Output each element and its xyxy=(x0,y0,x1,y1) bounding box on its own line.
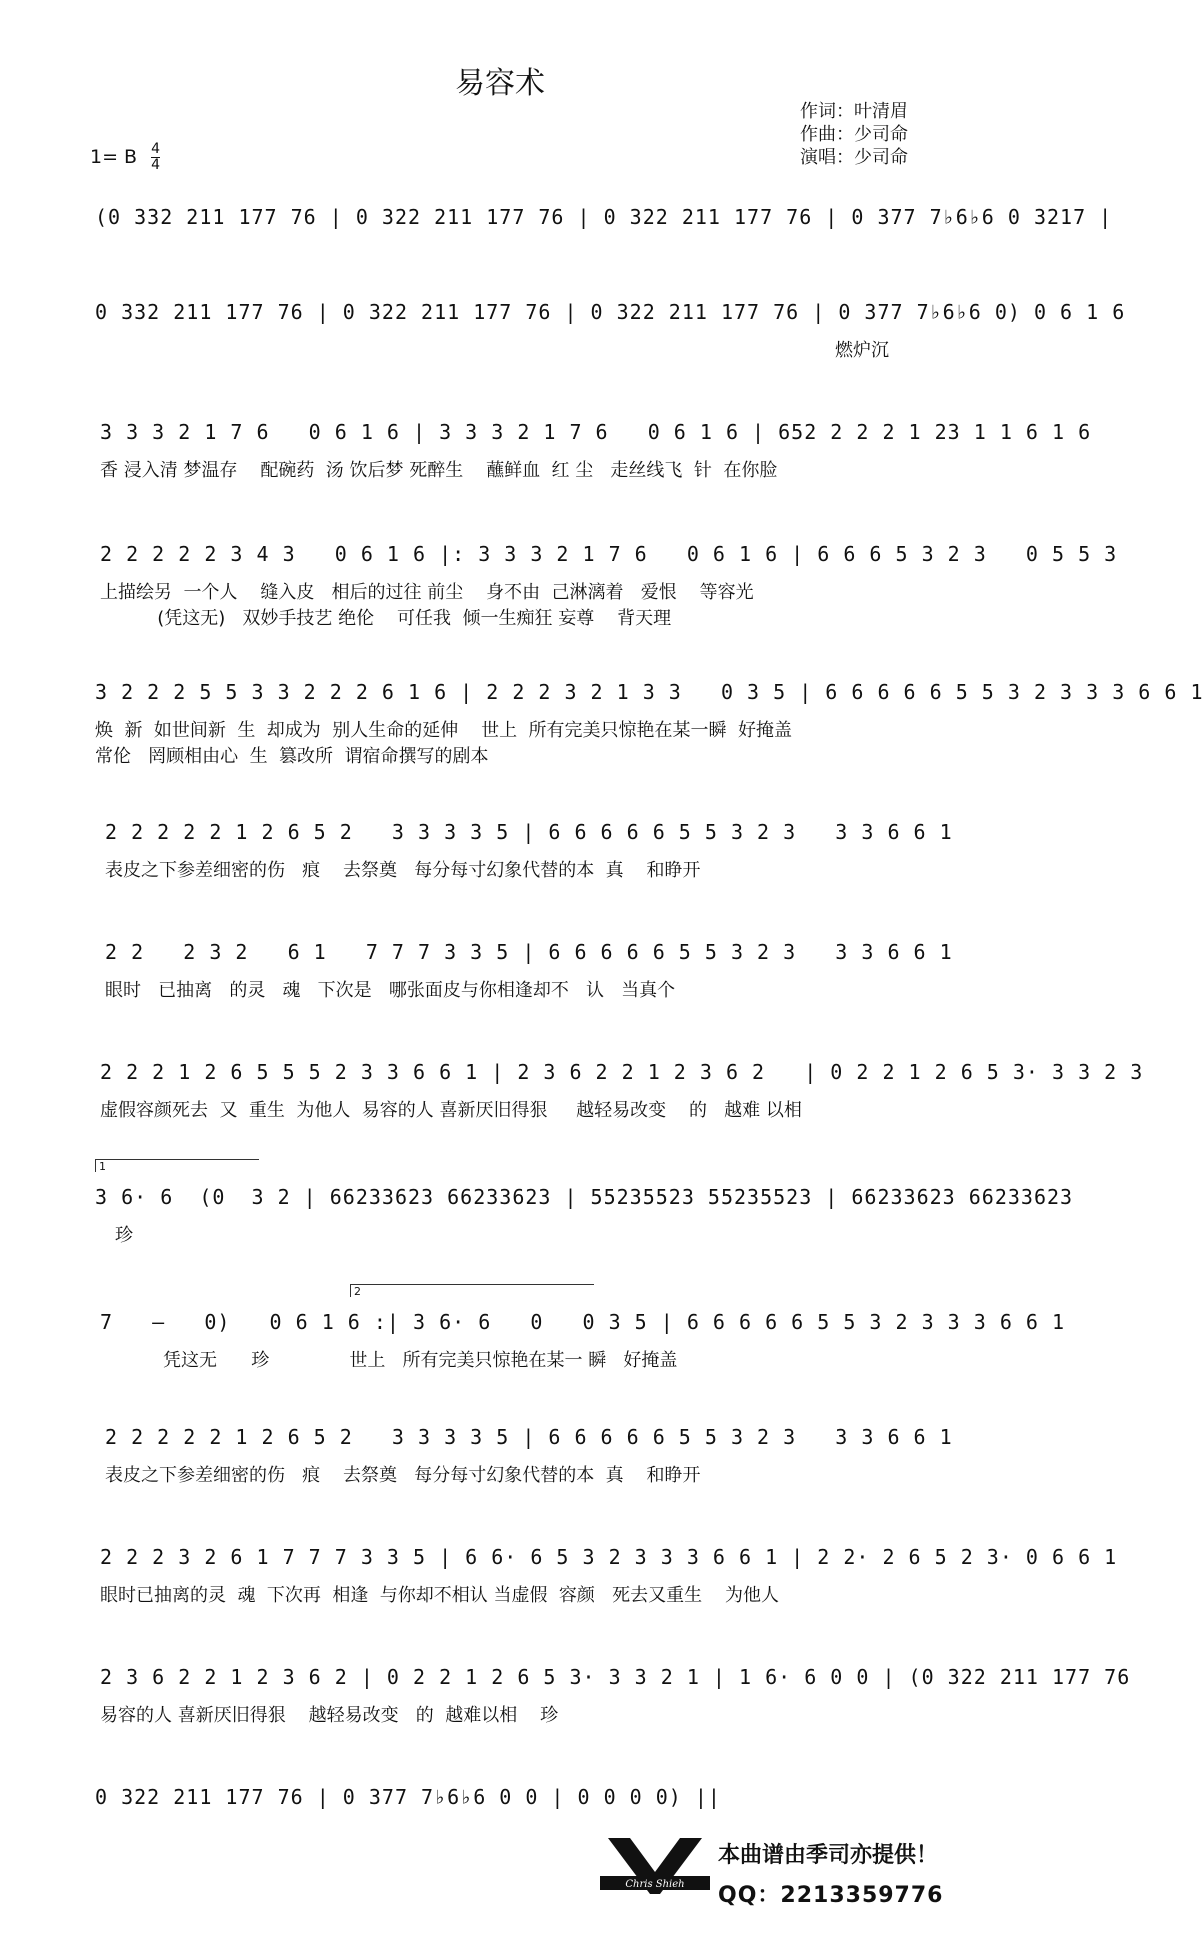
key-label: 1= B xyxy=(90,146,138,168)
logo-text: Chris Shieh xyxy=(625,1879,685,1890)
lyric-line-1: 焕 新 如世间新 生 却成为 别人生命的延伸 世上 所有完美只惊艳在某一瞬 好掩盖 xyxy=(95,720,792,741)
notation-line: 2 2 2 2 2 1 2 6 5 2 3 3 3 3 5 | 6 6 6 6 6 5 5 3 2 3 3 3 6 6 1 xyxy=(105,820,953,844)
time-signature-top: 4 xyxy=(151,141,161,157)
composer-credit: 作曲：少司命 xyxy=(800,124,908,145)
time-signature xyxy=(151,142,160,173)
singer-credit: 演唱：少司命 xyxy=(800,147,908,168)
notation-line: 7 — 0) 0 6 1 6 :| 3 6· 6 0 0 3 5 | 6 6 6 6 6 5 5 3 2 3 3 3 6 6 1 xyxy=(100,1310,1066,1334)
credits xyxy=(800,100,908,169)
notation-line: 0 332 211 177 76 | 0 322 211 177 76 | 0 322 211 177 76 | 0 377 7♭6♭6 0) 0 6 1 6 xyxy=(95,300,1126,324)
lyric-line-1: 易容的人 喜新厌旧得狠 越轻易改变 的 越难以相 珍 xyxy=(100,1705,559,1726)
key-signature xyxy=(90,142,160,173)
song-title: 易容术 xyxy=(455,66,545,101)
qq-contact: QQ：2213359776 xyxy=(718,1883,944,1908)
lyric-line-1: 凭这无 珍 世上 所有完美只惊艳在某一 瞬 好掩盖 xyxy=(100,1350,678,1371)
notation-line: (0 332 211 177 76 | 0 322 211 177 76 | 0 322 211 177 76 | 0 377 7♭6♭6 0 3217 | xyxy=(95,205,1113,229)
ending-bracket-1: 1 xyxy=(95,1159,259,1172)
notation-line: 2 2 2 2 2 1 2 6 5 2 3 3 3 3 5 | 6 6 6 6 6 5 5 3 2 3 3 3 6 6 1 xyxy=(105,1425,953,1449)
notation-line: 2 2 2 2 2 3 4 3 0 6 1 6 |: 3 3 3 2 1 7 6 0 6 1 6 | 6 6 6 5 3 2 3 0 5 5 3 xyxy=(100,542,1118,566)
lyric-line-1: 上描绘另 一个人 缝入皮 相后的过往 前尘 身不由 己淋漓着 爱恨 等容光 xyxy=(100,582,754,603)
notation-line: 0 322 211 177 76 | 0 377 7♭6♭6 0 0 | 0 0 0 0) || xyxy=(95,1785,721,1809)
lyricist-credit: 作词：叶清眉 xyxy=(800,101,908,122)
notation-line: 3 6· 6 (0 3 2 | 66233623 66233623 | 55235523 55235523 | 66233623 66233623 xyxy=(95,1185,1074,1209)
notation-line: 2 2 2 3 2 6 1 7 7 7 3 3 5 | 6 6· 6 5 3 2 3 3 3 6 6 1 | 2 2· 2 6 5 2 3· 0 6 6 1 xyxy=(100,1545,1118,1569)
time-signature-bottom: 4 xyxy=(151,157,161,173)
lyric-line-2: 常伦 罔顾相由心 生 篡改所 谓宿命撰写的剧本 xyxy=(95,746,489,767)
notation-line: 2 3 6 2 2 1 2 3 6 2 | 0 2 2 1 2 6 5 3· 3 3 2 1 | 1 6· 6 0 0 | (0 322 211 177 76 xyxy=(100,1665,1131,1689)
lyric-line-1: 眼时 已抽离 的灵 魂 下次是 哪张面皮与你相逢却不 认 当真个 xyxy=(105,980,676,1001)
lyric-line-1: 香 浸入清 梦温存 配碗药 汤 饮后梦 死醉生 蘸鲜血 红 尘 走丝线飞 针 在你脸 xyxy=(100,460,778,481)
notation-line: 2 2 2 3 2 6 1 7 7 7 3 3 5 | 6 6 6 6 6 5 5 3 2 3 3 3 6 6 1 xyxy=(105,940,953,964)
lyric-line-1: 表皮之下参差细密的伤 痕 去祭奠 每分每寸幻象代替的本 真 和睁开 xyxy=(105,1465,701,1486)
ending-bracket-2: 2 xyxy=(350,1284,594,1297)
notation-line: 2 2 2 1 2 6 5 5 5 2 3 3 6 6 1 | 2 3 6 2 2 1 2 3 6 2 | 0 2 2 1 2 6 5 3· 3 3 2 3 xyxy=(100,1060,1144,1084)
lyric-line-1: 燃炉沉 xyxy=(835,340,889,361)
lyric-line-1: 虚假容颜死去 又 重生 为他人 易容的人 喜新厌旧得狠 越轻易改变 的 越难 以相 xyxy=(100,1100,802,1121)
notation-line: 3 3 3 2 1 7 6 0 6 1 6 | 3 3 3 2 1 7 6 0 6 1 6 | 652 2 2 2 1 23 1 1 6 1 6 xyxy=(100,420,1092,444)
provider-note: 本曲谱由季司亦提供！ xyxy=(718,1843,939,1868)
lyric-line-1: 表皮之下参差细密的伤 痕 去祭奠 每分每寸幻象代替的本 真 和睁开 xyxy=(105,860,701,881)
chris-shieh-logo xyxy=(600,1836,710,1898)
lyric-line-1: 珍 xyxy=(115,1225,133,1246)
lyric-line-1: 眼时已抽离的灵 魂 下次再 相逢 与你却不相认 当虚假 容颜 死去又重生 为他人 xyxy=(100,1585,779,1606)
lyric-line-2: (凭这无) 双妙手技艺 绝伦 可任我 倾一生痴狂 妄尊 背天理 xyxy=(100,608,672,629)
notation-line: 3 2 2 2 5 5 3 3 2 2 2 6 1 6 | 2 2 2 3 2 1 3 3 0 3 5 | 6 6 6 6 6 5 5 3 2 3 3 3 6 6 1 xyxy=(95,680,1204,704)
